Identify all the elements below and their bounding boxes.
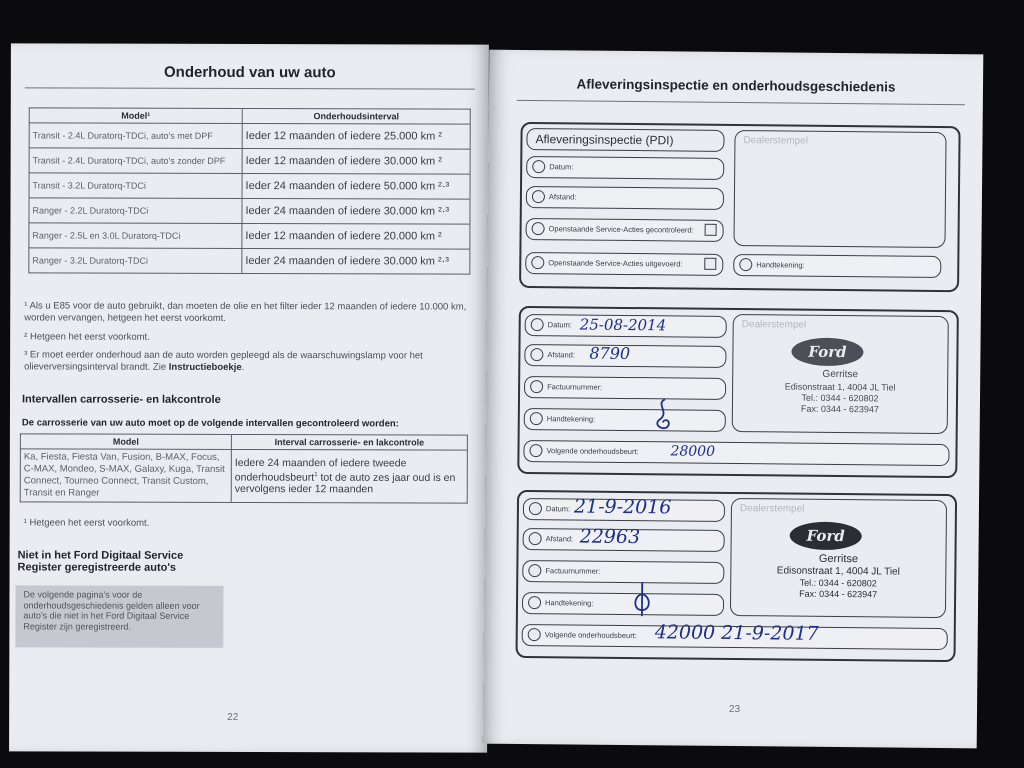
pdi-title: Afleveringsinspectie (PDI) [535, 132, 674, 148]
handwritten-next-service: 42000 21-9-2017 [654, 621, 819, 645]
footnote-1: ¹ Als u E85 voor de auto gebruikt, dan moeten de olie en het filter ieder 12 maanden of iedere 10.000 km, worden vervangen, hetgeen het eerst voorkomt. [24, 300, 467, 324]
instructieboekje-reference: Instructieboekje [168, 361, 242, 373]
volgende-onderhoud-field[interactable] [522, 621, 948, 650]
page-number: 22 [227, 711, 239, 723]
field-label: Volgende onderhoudsbeurt: [544, 630, 637, 641]
table-header-row [20, 434, 467, 450]
radio-icon[interactable] [532, 222, 545, 235]
model-cell: Ka, Fiesta, Fiesta Van, Fusion, B-MAX, Focus, C-MAX, Mondeo, S-MAX, Galaxy, Kuga, Transit Connect, Tourneo Connect, Transit Custom, Transit en Ranger [20, 449, 231, 503]
body-inspection-table [20, 433, 468, 503]
factuurnummer-field[interactable] [522, 560, 724, 584]
handwritten-next-service: 28000 [670, 443, 716, 460]
model-cell: Transit - 2.4L Duratorq-TDCi, auto's met DPF [29, 123, 242, 149]
section-heading: Niet in het Ford Digitaal Service Register geregistreerde auto's [17, 549, 184, 574]
radio-icon[interactable] [528, 564, 541, 577]
table-row [29, 198, 470, 224]
radio-icon[interactable] [739, 258, 752, 271]
right-page [483, 50, 984, 749]
interval-text-a: Iedere 24 maanden of iedere tweede onderhoudsbeurt [234, 456, 407, 484]
dealer-address: Edisonstraat 1, 4004 JL Tiel [784, 381, 896, 393]
table-row [29, 173, 470, 199]
radio-icon[interactable] [529, 444, 542, 457]
footnote-4: ¹ Hetgeen het eerst voorkomt. [23, 517, 150, 529]
interval-cell: Ieder 12 maanden of iedere 20.000 km ² [242, 223, 470, 249]
handtekening-field[interactable] [524, 408, 726, 432]
table-row [29, 223, 470, 249]
field-label: Volgende onderhoudsbeurt: [546, 446, 639, 457]
field-label: Afstand: [545, 534, 574, 544]
footnote-2: ² Hetgeen het eerst voorkomt. [24, 331, 150, 343]
handwritten-signature [651, 396, 675, 436]
table-row [29, 248, 470, 274]
checkbox-icon[interactable] [704, 258, 716, 270]
field-label: Afstand: [548, 192, 577, 202]
field-label: Afstand: [547, 350, 575, 360]
field-label: Factuurnummer: [545, 566, 601, 576]
radio-icon[interactable] [532, 160, 545, 173]
pdi-title-pill [526, 128, 724, 152]
dealer-name: Gerritse [818, 552, 859, 566]
radio-icon[interactable] [530, 380, 543, 393]
table-row [20, 449, 467, 503]
interval-cell: Ieder 24 maanden of iedere 30.000 km ²·³ [242, 248, 470, 274]
handwritten-distance: 8790 [589, 343, 631, 364]
model-cell: Ranger - 2.5L en 3.0L Duratorq-TDCi [29, 223, 242, 249]
field-label: Datum: [545, 504, 571, 514]
factuurnummer-field[interactable] [524, 376, 726, 400]
dealer-name: Gerritse [822, 368, 859, 381]
column-header: Interval carrosserie- en lakcontrole [231, 434, 467, 450]
radio-icon[interactable] [532, 190, 545, 203]
info-box-text: De volgende pagina's voor de onderhoudsgeschiedenis gelden alleen voor auto's die niet in het Ford Digitaal Service Register zijn geregistreerd. [23, 589, 200, 632]
pdi-datum-field[interactable] [526, 156, 724, 180]
stamp-label: Dealerstempel [743, 135, 809, 147]
ford-logo: Ford [791, 338, 863, 367]
field-label: Openstaande Service-Acties uitgevoerd: [548, 258, 683, 269]
field-label: Handtekening: [756, 260, 805, 270]
pdi-afstand-field[interactable] [526, 186, 724, 210]
column-header: Model¹ [29, 108, 242, 124]
handtekening-field[interactable] [522, 592, 724, 616]
interval-cell: Ieder 12 maanden of iedere 25.000 km ² [242, 123, 470, 149]
radio-icon[interactable] [530, 412, 543, 425]
interval-cell: Ieder 24 maanden of iedere 50.000 km ²·³ [242, 173, 470, 199]
field-label: Handtekening: [544, 598, 594, 608]
handwritten-date: 21-9-2016 [573, 495, 672, 519]
radio-icon[interactable] [528, 596, 541, 609]
section-subheading: De carrosserie van uw auto moet op de volgende intervallen gecontroleerd worden: [21, 417, 399, 430]
dealer-tel: Tel.: 0344 - 620802 [799, 577, 877, 589]
afstand-field[interactable] [523, 525, 725, 552]
dealer-fax: Fax: 0344 - 623947 [799, 588, 878, 600]
handwritten-distance: 22963 [579, 525, 641, 549]
radio-icon[interactable] [531, 318, 544, 331]
title-divider [517, 100, 965, 105]
radio-icon[interactable] [529, 532, 542, 545]
title-divider [25, 87, 475, 89]
page-number: 23 [728, 703, 741, 716]
field-label: Factuurnummer: [547, 382, 603, 392]
afstand-field[interactable] [524, 344, 726, 368]
handwritten-date: 25-08-2014 [579, 315, 667, 335]
dealer-stamp-box [733, 130, 946, 248]
radio-icon[interactable] [529, 502, 542, 515]
pdi-service-checked-field[interactable] [526, 218, 724, 242]
checkbox-icon[interactable] [705, 224, 717, 236]
left-page [9, 43, 489, 752]
volgende-onderhoud-field[interactable] [523, 440, 949, 466]
right-page-title: Afleveringsinspectie en onderhoudsgeschiedenis [576, 76, 896, 95]
radio-icon[interactable] [530, 348, 543, 361]
model-cell: Transit - 2.4L Duratorq-TDCi, auto's zonder DPF [29, 148, 242, 174]
dealer-tel: Tel.: 0344 - 620802 [801, 392, 879, 404]
model-cell: Ranger - 2.2L Duratorq-TDCi [29, 198, 242, 224]
footnote-3-text: ³ Er moet eerder onderhoud aan de auto worden gepleegd als de waarschuwingslamp voor het olieverversingsinterval brandt. Zie [24, 349, 423, 373]
pdi-service-done-field[interactable] [525, 252, 723, 276]
column-header: Onderhoudsinterval [242, 108, 470, 124]
model-cell: Transit - 3.2L Duratorq-TDCi [29, 173, 242, 199]
dealer-fax: Fax: 0344 - 623947 [800, 403, 879, 415]
datum-field[interactable] [525, 314, 727, 338]
column-header: Model [20, 434, 231, 450]
service-entry-1 [517, 306, 959, 478]
dealer-stamp-box [732, 314, 949, 434]
info-box [15, 585, 223, 648]
stamp-label: Dealerstempel [741, 319, 807, 331]
left-page-title: Onderhoud van uw auto [163, 63, 336, 82]
footnote-3: ³ Er moet eerder onderhoud aan de auto worden gepleegd als de waarschuwingslamp voor het olieverversingsinterval brandt. Zie Instructieboekje. [24, 349, 423, 373]
datum-field[interactable] [523, 495, 725, 522]
interval-cell: Iedere 24 maanden of iedere tweede onderhoudsbeurt$^1$ tot de auto zes jaar oud is en vervolgens ieder 12 maanden [231, 449, 467, 503]
radio-icon[interactable] [531, 256, 544, 269]
field-label: Handtekening: [546, 414, 596, 424]
interval-text-b: tot de auto zes jaar oud is en vervolgens ieder 12 maanden [234, 471, 456, 496]
model-cell: Ranger - 3.2L Duratorq-TDCi [29, 248, 242, 274]
dealer-stamp-box [730, 498, 947, 618]
table-row [29, 148, 470, 174]
maintenance-interval-table [28, 107, 470, 274]
table-header-row [29, 108, 470, 124]
radio-icon[interactable] [528, 628, 541, 641]
service-entry-2 [516, 490, 958, 662]
ford-logo: Ford [790, 522, 862, 551]
pdi-signature-field[interactable] [733, 254, 941, 278]
section-heading: Intervallen carrosserie- en lakcontrole [21, 393, 221, 406]
field-label: Datum: [549, 162, 574, 172]
table-row [29, 123, 470, 149]
interval-cell: Ieder 12 maanden of iedere 30.000 km ² [242, 148, 470, 174]
pdi-section [519, 122, 961, 292]
field-label: Datum: [547, 320, 572, 330]
dealer-address: Edisonstraat 1, 4004 JL Tiel [776, 565, 900, 578]
handwritten-signature [629, 580, 655, 620]
field-label: Openstaande Service-Acties gecontroleerd: [548, 224, 694, 235]
interval-cell: Ieder 24 maanden of iedere 30.000 km ²·³ [242, 198, 470, 224]
stamp-label: Dealerstempel [739, 503, 805, 515]
